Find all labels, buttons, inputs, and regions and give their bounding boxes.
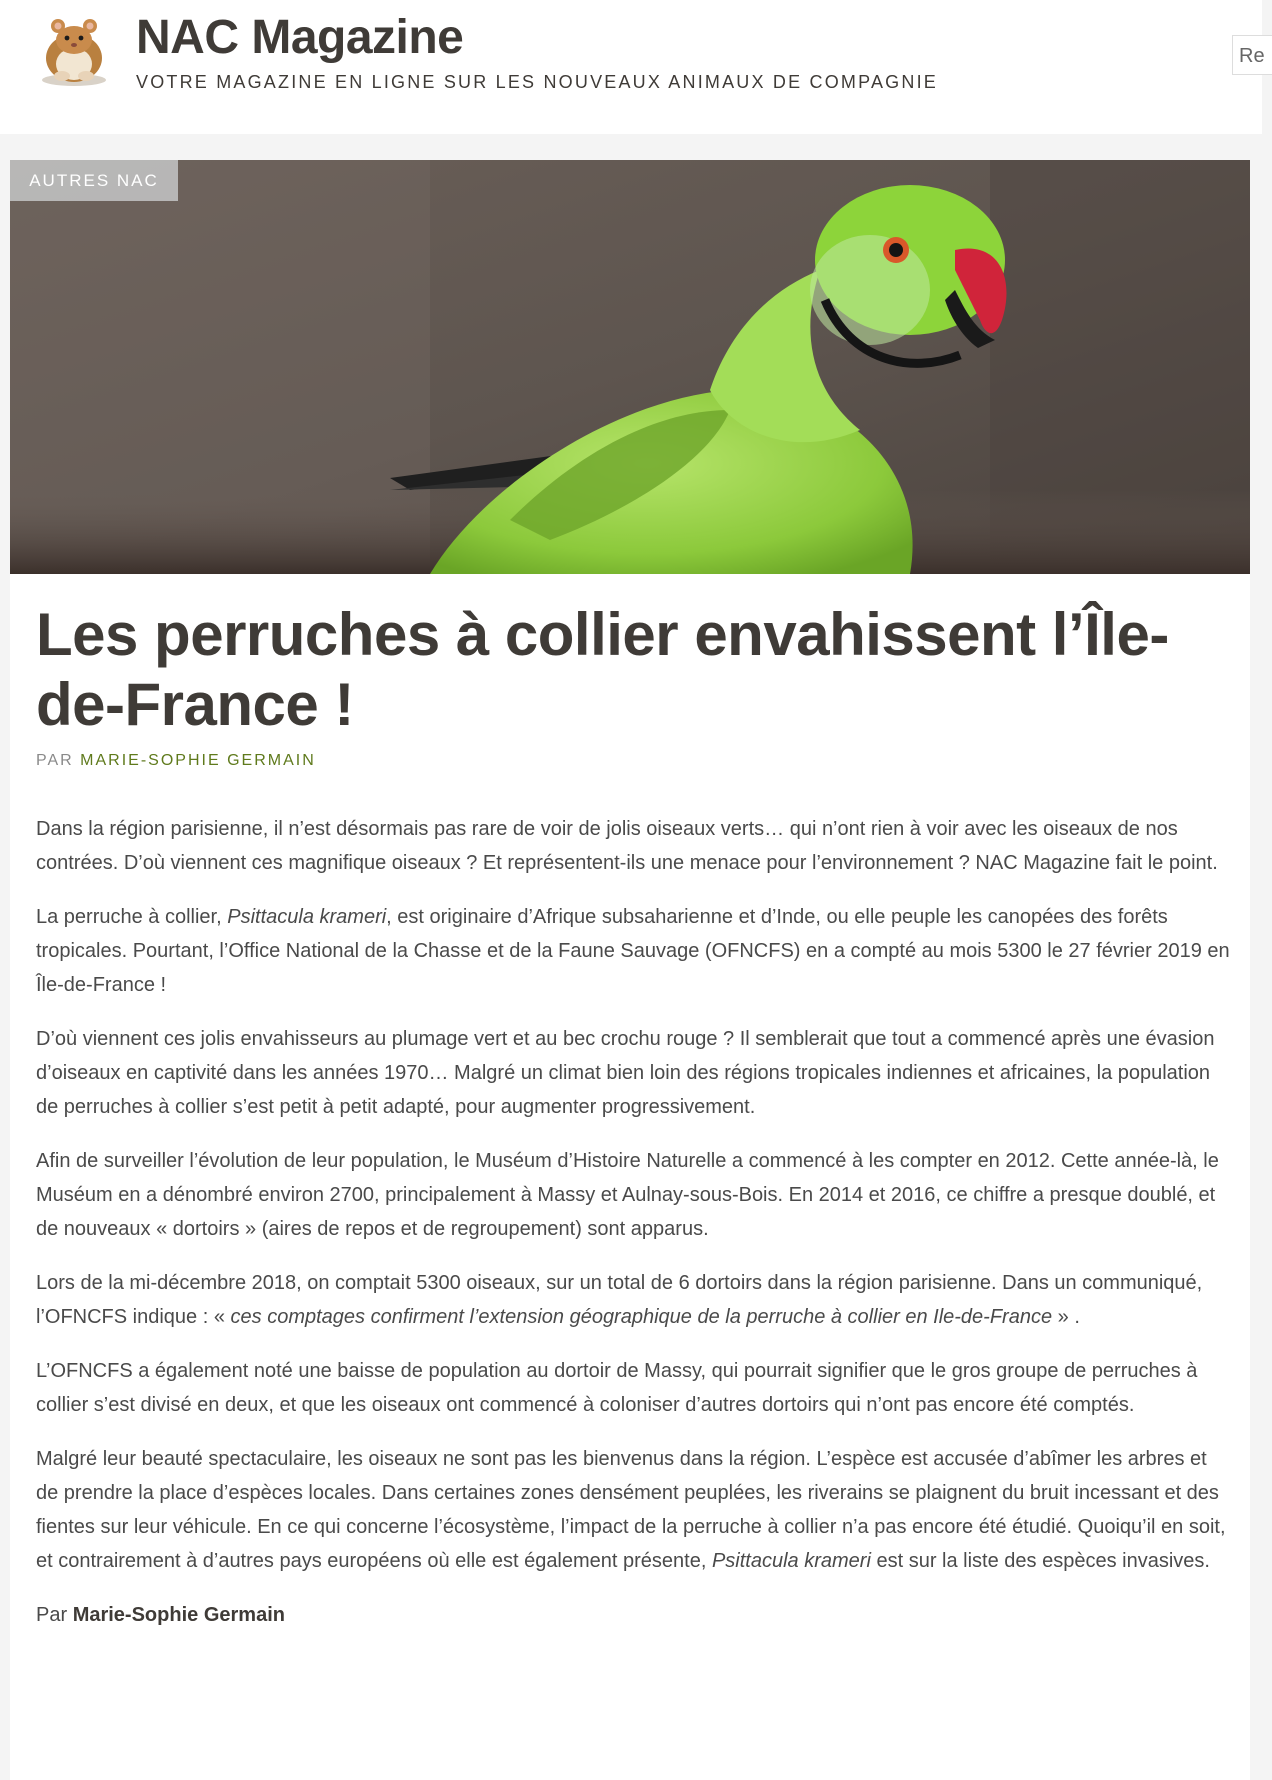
hamster-logo-icon[interactable]	[34, 14, 114, 90]
paragraph-text: Malgré leur beauté spectaculaire, les oiseaux ne sont pas les bienvenus dans la région. L’espèce est accusée d’abîmer les arbres et de prendre la place d’espèces locales. Dans certaines zones densément peuplées, les riverains se plaignent du bruit incessant et des fientes sur leur véhicule. En ce qui concerne l’écosystème, l’impact de la perruche à collier n’a pas encore été étudié. Quoiqu’il en soit, et contrairement à d’autres pays européens où elle est également présente,	[36, 1448, 1226, 1572]
signature	[36, 1598, 1232, 1632]
paragraph-text: Lors de la mi-décembre 2018, on comptait 5300 oiseaux, sur un total de 6 dortoirs dans la région parisienne. Dans un communiqué, l’OFNCFS indique : «	[36, 1272, 1203, 1328]
species-name: Psittacula krameri	[227, 906, 387, 928]
category-badge[interactable]: AUTRES NAC	[10, 160, 178, 201]
paragraph-text: , est originaire d’Afrique subsaharienne et d’Inde, ou elle peuple les canopées des forêts tropicales. Pourtant, l’Office National de la Chasse et de la Faune Sauvage (OFNCFS) en a compté au mois 5300 le 27 février 2019 en Île-de-France !	[36, 906, 1230, 996]
paragraph	[36, 900, 1232, 1002]
signature-name: Marie-Sophie Germain	[72, 1604, 285, 1626]
site-tagline: VOTRE MAGAZINE EN LIGNE SUR LES NOUVEAUX ANIMAUX DE COMPAGNIE	[136, 72, 938, 92]
paragraph	[36, 1266, 1232, 1334]
article-card	[10, 160, 1250, 1780]
paragraph-text: » .	[1052, 1306, 1080, 1328]
article-title: Les perruches à collier envahissent l’Île-de-France !	[36, 601, 1169, 738]
ring-necked-parakeet-photo	[10, 160, 1250, 574]
paragraph: D’où viennent ces jolis envahisseurs au plumage vert et au bec crochu rouge ? Il semblerait que tout a commencé après une évasion d’oiseaux en captivité dans les années 1970… Malgré un climat bien loin des régions tropicales indiennes et africaines, la population de perruches à collier s’est petit à petit adapté, pour augmenter progressivement.	[36, 1028, 1215, 1118]
paragraph: L’OFNCFS a également noté une baisse de population au dortoir de Massy, qui pourrait signifier que le gros groupe de perruches à collier s’est divisé en deux, et que les oiseaux ont commencé à coloniser d’autres dortoirs qui n’ont pas encore été comptés.	[36, 1360, 1198, 1416]
paragraph	[36, 1442, 1232, 1578]
quote-text: ces comptages confirment l’extension géographique de la perruche à collier en Ile-de-France	[230, 1306, 1053, 1328]
site-title[interactable]: NAC Magazine	[136, 11, 464, 64]
byline	[36, 752, 316, 770]
article-content	[36, 812, 1232, 1652]
species-name: Psittacula krameri	[711, 1550, 871, 1572]
paragraph-text: La perruche à collier,	[36, 906, 228, 928]
hero-image	[10, 160, 1250, 574]
paragraph: Afin de surveiller l’évolution de leur population, le Muséum d’Histoire Naturelle a commencé à les compter en 2012. Cette année-là, le Muséum en a dénombré environ 2700, principalement à Massy et Aulnay-sous-Bois. En 2014 et 2016, ce chiffre a presque doublé, et de nouveaux « dortoirs » (aires de repos et de regroupement) sont apparus.	[36, 1150, 1219, 1240]
byline-prefix: PAR	[36, 752, 74, 769]
paragraph-text: est sur la liste des espèces invasives.	[870, 1550, 1210, 1572]
site-header	[0, 0, 1265, 134]
search-input[interactable]: Re	[1232, 35, 1272, 75]
author-link[interactable]: MARIE-SOPHIE GERMAIN	[80, 752, 316, 769]
signature-prefix: Par	[36, 1604, 68, 1626]
paragraph: Dans la région parisienne, il n’est désormais pas rare de voir de jolis oiseaux verts… qui n’ont rien à voir avec les oiseaux de nos contrées. D’où viennent ces magnifique oiseaux ? Et représentent-ils une menace pour l’environnement ? NAC Magazine fait le point.	[36, 818, 1218, 874]
